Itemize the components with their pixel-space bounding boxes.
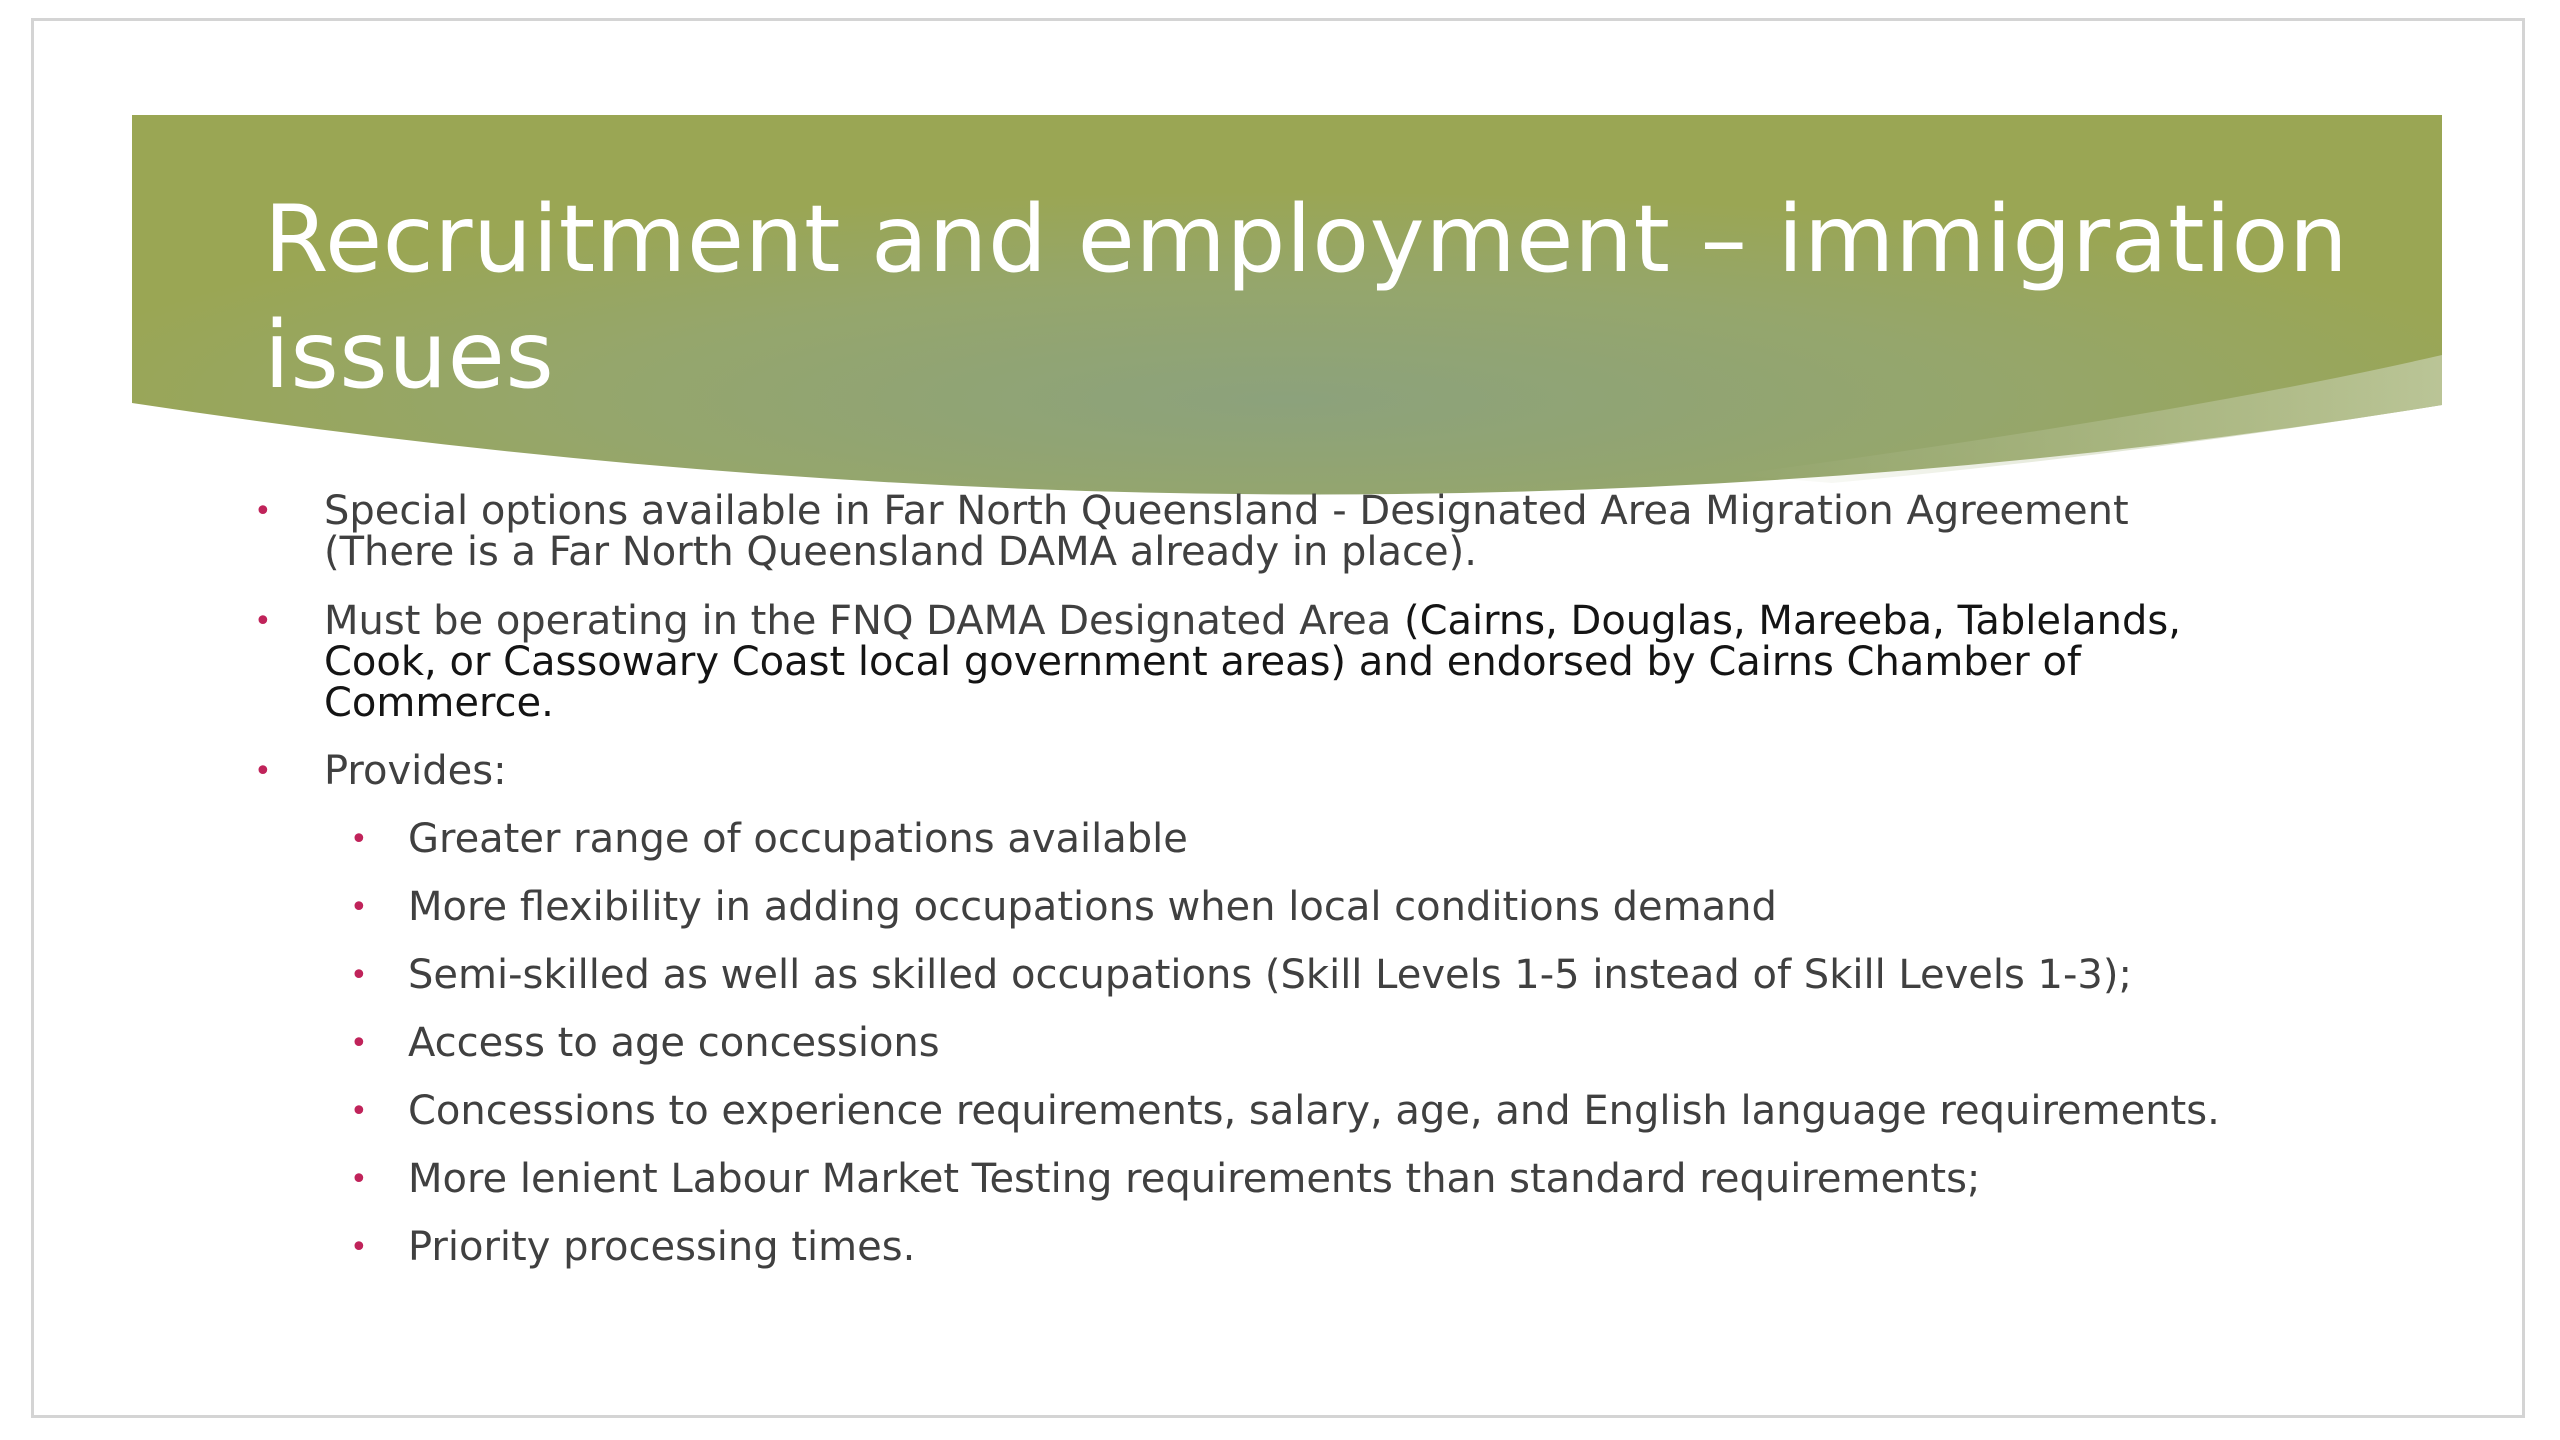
- sub-bullet-text: Access to age concessions: [408, 1020, 940, 1066]
- bullet-text: Cook, or Cassowary Coast local government areas) and endorsed by Cairns Chamber of: [324, 639, 2081, 685]
- bullet-dot: •: [350, 890, 368, 925]
- bullet-text: Commerce.: [324, 680, 554, 726]
- bullet-dot: •: [350, 1162, 368, 1197]
- bullet-text: Provides:: [324, 748, 507, 794]
- bullet-dot: •: [350, 958, 368, 993]
- sub-bullet-item: [350, 884, 1777, 930]
- sub-bullet-item: [350, 1156, 1981, 1202]
- bullet-item-operating-area: [254, 598, 2181, 644]
- sub-bullet-text: Concessions to experience requirements, salary, age, and English language requirements.: [408, 1088, 2220, 1134]
- sub-bullet-text: Priority processing times.: [408, 1224, 916, 1270]
- bullet-dot: •: [254, 754, 272, 789]
- slide-title: Recruitment and employment – immigration issues: [264, 185, 2349, 409]
- sub-bullet-text: More lenient Labour Market Testing requirements than standard requirements;: [408, 1156, 1981, 1202]
- bullet-dot: •: [350, 1230, 368, 1265]
- bullet-item-special-options-cont: [324, 529, 1477, 575]
- bullet-text: (There is a Far North Queensland DAMA already in place).: [324, 529, 1477, 575]
- slide-canvas: [31, 18, 2525, 1418]
- sub-bullet-item: [350, 816, 1188, 862]
- bullet-dot: •: [350, 822, 368, 857]
- bullet-item-special-options: [254, 488, 2129, 534]
- sub-bullet-item: [350, 952, 2132, 998]
- bullet-text: Special options available in Far North Queensland - Designated Area Migration Agreement: [324, 488, 2129, 534]
- bullet-dot: •: [350, 1094, 368, 1129]
- bullet-dot: •: [254, 494, 272, 529]
- bullet-dot: •: [350, 1026, 368, 1061]
- sub-bullet-text: Greater range of occupations available: [408, 816, 1188, 862]
- bullet-list: [34, 21, 2522, 1415]
- sub-bullet-item: [350, 1020, 940, 1066]
- bullet-item-provides: [254, 748, 507, 794]
- sub-bullet-item: [350, 1088, 2220, 1134]
- sub-bullet-text: Semi-skilled as well as skilled occupations (Skill Levels 1-5 instead of Skill Levels 1-3);: [408, 952, 2132, 998]
- sub-bullet-text: More flexibility in adding occupations when local conditions demand: [408, 884, 1777, 930]
- bullet-item-operating-area-cont2: [324, 680, 554, 726]
- bullet-text-emphasis: (Cairns, Douglas, Mareeba, Tablelands,: [1404, 598, 2181, 644]
- bullet-item-operating-area-cont: [324, 639, 2081, 685]
- bullet-text: Must be operating in the FNQ DAMA Designated Area: [324, 598, 1404, 644]
- sub-bullet-item: [350, 1224, 916, 1270]
- bullet-dot: •: [254, 604, 272, 639]
